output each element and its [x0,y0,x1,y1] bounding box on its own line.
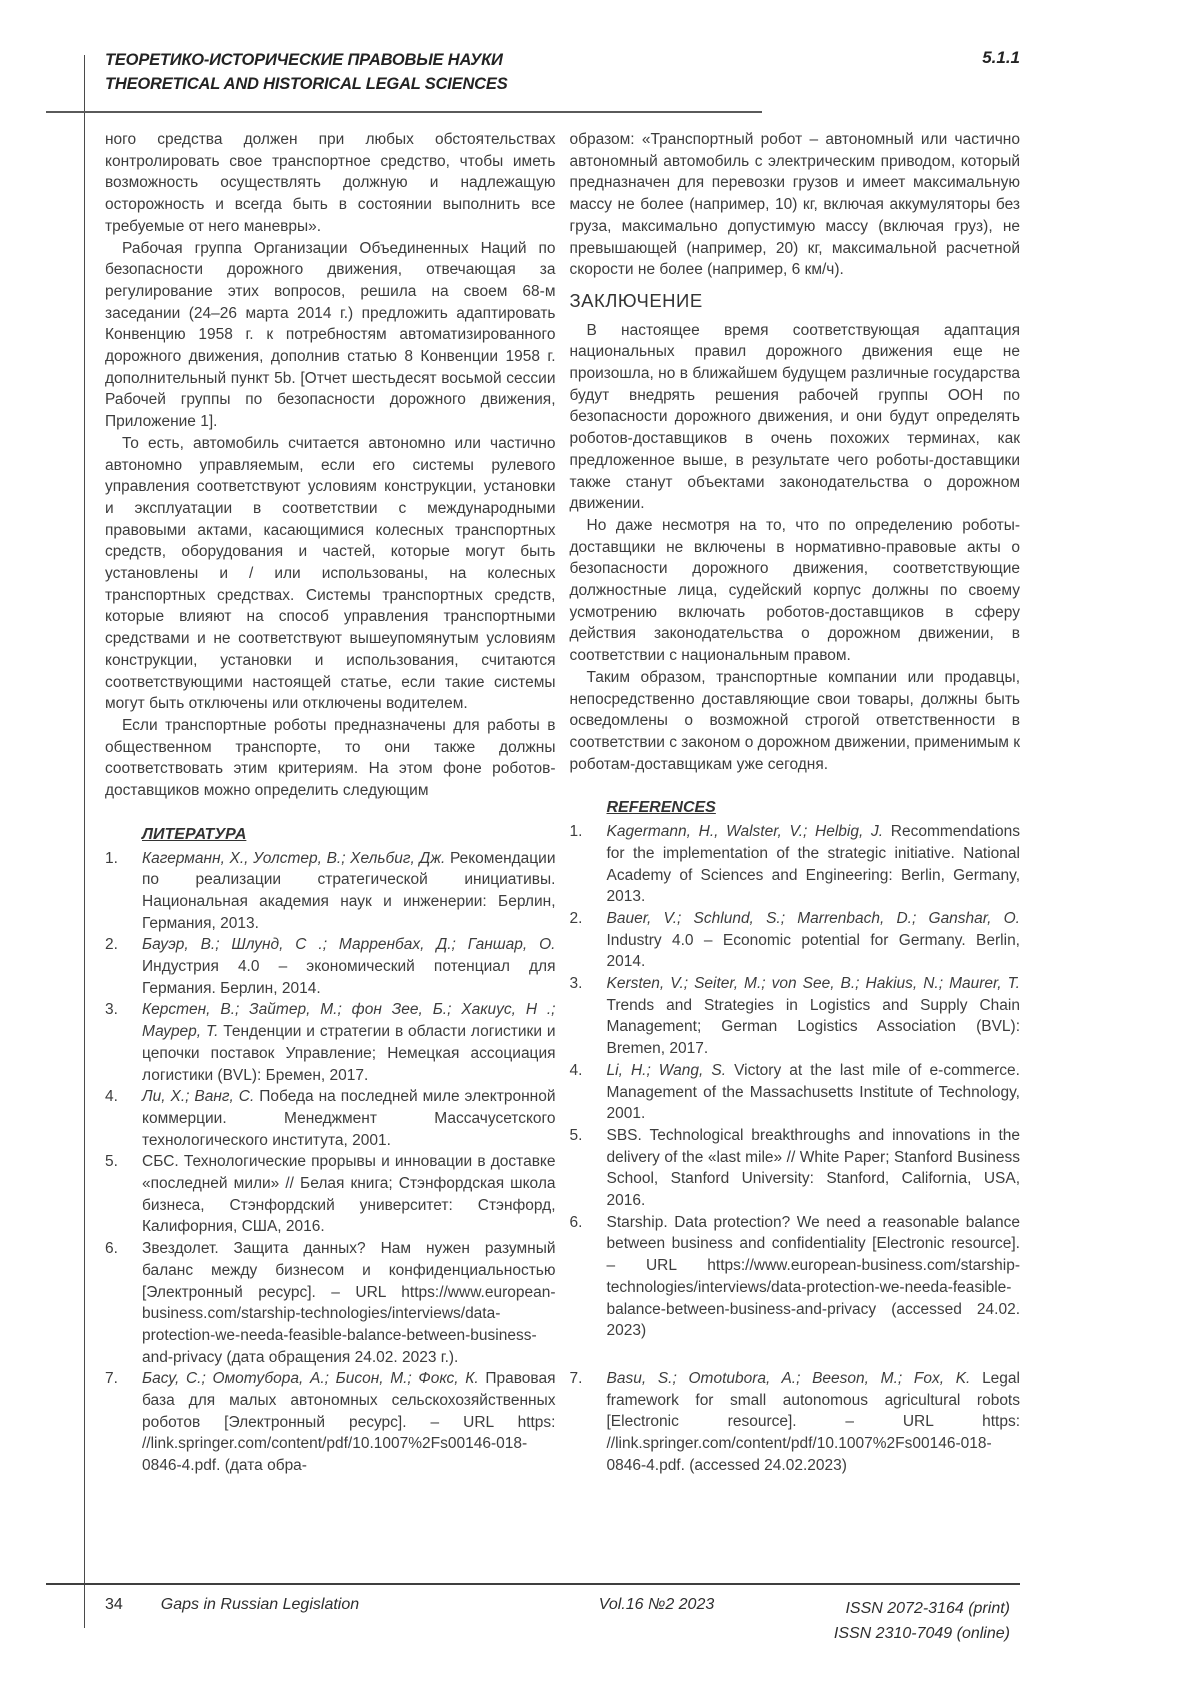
item-number: 2. [569,909,583,927]
item-text [142,848,556,935]
item-body: Starship. Data protection? We need a reasonable balance between business and confidentiality [Electronic resource]. – URL https://www.european-business.com/starship-technologies/interviews/data-protection-we-needa-feasible-balance-between-business-and-privacy (accessed 24.02. 2023) [606,1213,1020,1340]
item-authors: Басу, С.; Омотубора, А.; Бисон, М.; Фокс, К. [142,1370,486,1388]
page-number: 34 [105,1596,123,1613]
item-text [607,1368,1021,1477]
item-number: 6. [569,1213,583,1231]
journal-title: Gaps in Russian Legislation [160,1596,360,1613]
left-column [105,129,556,1477]
item-body: Индустрия 4.0 – экономический потенциал для Германия. Берлин, 2014. [142,958,556,997]
item-text [607,908,1021,973]
literature-heading: ЛИТЕРАТУРА [142,825,247,843]
footer-divider-rule [46,1583,1020,1585]
body-paragraph: Если транспортные роботы предназначены для работы в общественном транспорте, то они также должны соответствовать этим критериям. На этом фоне роботов-доставщиков можно определить следующим [105,716,556,800]
item-body: Trends and Strategies in Logistics and Supply Chain Management; German Logistics Association (BVL): Bremen, 2017. [606,996,1020,1058]
item-authors: Li, H.; Wang, S. [606,1061,735,1079]
item-text [607,1060,1021,1125]
item-body: SBS. Technological breakthroughs and innovations in the delivery of the «last mile» // White Paper; Stanford Business School, Stanford University: Stanford, California, USA, 2016. [606,1126,1020,1210]
page-footer [105,1596,1010,1646]
item-text [142,934,556,999]
literature-item [105,1238,556,1368]
item-text [142,1086,556,1151]
literature-item [105,1086,556,1151]
reference-item [570,821,1021,908]
reference-item [570,1368,1021,1477]
literature-list [105,848,556,1477]
item-text [142,1238,556,1368]
item-number: 1. [569,823,583,841]
reference-item [570,1125,1021,1212]
item-authors: Kersten, V.; Seiter, M.; von See, B.; Hakius, N.; Maurer, T. [606,975,1020,993]
item-body: Legal framework for small autonomous agricultural robots [Electronic resource]. – URL https: //link.springer.com/content/pdf/10.1007%2Fs00146-018-0846-4.pdf. (accessed 24.02.2023) [606,1369,1020,1474]
item-number: 5. [105,1153,118,1171]
item-number: 4. [105,1088,118,1106]
body-paragraph: То есть, автомобиль считается автономно или частично автономно управляемым, если его системы рулевого управления соответствуют условиям конструкции, установки и эксплуатации в соответствии с международными правовыми актами, касающимися колесных транспортных средств, оборудования и частей, которые могут быть установлены и / или использованы, на колесных транспортных средствах. Системы транспортных средств, которые влияют на способ управления транспортными средствами и не соответствуют вышеупомянутым условиям конструкции, установки и использования, считаются соответствующими настоящей статье, если такие системы могут быть отключены или отключены водителем. [105,434,556,713]
volume-issue: Vol.16 №2 2023 [598,1596,715,1613]
item-body: СБС. Технологические прорывы и инновации в доставке «последней мили» // Белая книга; Стэнфордская школа бизнеса, Стэнфордский университет: Стэнфорд, Калифорния, США, 2016. [142,1153,556,1236]
section-title-ru: ТЕОРЕТИКО-ИСТОРИЧЕСКИЕ ПРАВОВЫЕ НАУКИ [105,51,503,69]
body-paragraph: образом: «Транспортный робот – автономный или частично автономный автомобиль с электрическим приводом, который предназначен для перевозки грузов и имеет максимальную массу не более (например, 10) кг, включая аккумуляторы без груза, максимально допустимую массу (включая груз), не превышающей (например, 20) кг, максимальной расчетной скорости не более (например, 6 км/ч). [569,131,1020,279]
item-authors: Ли, Х.; Ванг, С. [142,1088,260,1106]
article-body [105,129,1020,1477]
literature-item [105,1151,556,1238]
body-paragraph: Рабочая группа Организации Объединенных Наций по безопасности дорожного движения, отвечающая за регулирование этих вопросов, решила на своем 68-м заседании (24–26 марта 2014 г.) предложить адаптировать Конвенцию 1958 г. к потребностям автоматизированного дорожного движения, дополнив статью 8 Конвенции 1958 г. дополнительный пункт 5b. [Отчет шестьдесят восьмой сессии Рабочей группы по безопасности дорожного движения, Приложение 1]. [105,239,556,431]
item-number: 7. [105,1370,118,1388]
item-authors: Бауэр, В.; Шлунд, С .; Марренбах, Д.; Ганшар, О. [142,936,556,954]
reference-item [570,1212,1021,1342]
issn-block [834,1596,1010,1646]
item-body: Recommendations for the implementation of the strategic initiative. National Academy of Sciences and Engineering: Berlin, Germany, 2013. [606,823,1020,906]
literature-item [105,999,556,1086]
right-column [570,129,1021,1477]
item-number: 4. [569,1061,583,1079]
item-text [142,999,556,1086]
item-body: Победа на последней миле электронной коммерции. Менеджмент Массачусетского технологического института, 2001. [142,1088,556,1149]
body-paragraph: ного средства должен при любых обстоятельствах контролировать свое транспортное средство, чтобы иметь возможность осуществлять должную и надлежащую осторожность и всегда быть в состоянии выполнить все требуемые от него маневры». [105,131,556,235]
item-text [607,973,1021,1060]
item-number: 7. [569,1369,583,1387]
item-number: 2. [105,936,118,954]
item-text [607,821,1021,908]
reference-item [570,973,1021,1060]
item-number: 1. [105,849,118,867]
left-margin-rule [84,55,85,1628]
item-body: Звездолет. Защита данных? Нам нужен разумный баланс между бизнесом и конфиденциальностью [Электронный ресурс]. – URL https://www.european-business.com/starship-technologies/interviews/data-protection-we-needa-feasible-balance-between-business-and-privacy (дата обращения 24.02. 2023 г.). [142,1240,556,1366]
reference-item [570,908,1021,973]
section-titles [105,48,508,96]
item-number: 5. [569,1126,583,1144]
header-divider-rule [46,111,762,113]
item-text [607,1212,1021,1342]
item-number: 3. [105,1001,118,1019]
references-list [570,821,1021,1476]
body-paragraph: В настоящее время соответствующая адаптация национальных правил дорожного движения еще не произошла, но в ближайшем будущем различные государства будут внедрять решения рабочей группы ООН по безопасности дорожного движения, и они будут определять роботов-доставщиков в очень похожих терминах, как предложенное выше, в результате чего роботы-доставщики также станут объектами законодательства о дорожном движении. [569,321,1020,513]
item-authors: Керстен, В.; Зайтер, М.; фон Зее, Б.; Хакиус, Н .; Маурер, Т. [142,1001,556,1041]
item-text [142,1368,556,1477]
item-text [607,1125,1021,1212]
issn-online: ISSN 2310-7049 (online) [833,1625,1010,1642]
item-authors: Bauer, V.; Schlund, S.; Marrenbach, D.; Ganshar, O. [606,909,1020,927]
item-authors: Kagermann, H., Walster, V.; Helbig, J. [606,823,891,841]
item-number: 3. [569,975,583,993]
classification-code: 5.1.1 [982,48,1020,67]
item-body: Victory at the last mile of e-commerce. Management of the Massachusetts Institute of Technology, 2001. [606,1061,1020,1123]
item-body: Рекомендации по реализации стратегической инициативы. Национальная академия наук и инженерии: Берлин, Германия, 2013. [142,849,556,932]
body-paragraph: Таким образом, транспортные компании или продавцы, непосредственно доставляющие свои товары, должны быть осведомлены о возможной строгой ответственности в соответствии с законом о дорожном движении, применимым к роботам-доставщикам уже сегодня. [569,668,1021,773]
references-heading: REFERENCES [606,799,716,817]
conclusion-heading: ЗАКЛЮЧЕНИЕ [569,289,703,311]
issn-print: ISSN 2072-3164 (print) [845,1600,1010,1617]
section-title-en: THEORETICAL AND HISTORICAL LEGAL SCIENCES [105,75,508,93]
literature-item [105,848,556,935]
page-header [105,48,1020,96]
item-body: Тенденции и стратегии в области логистики и цепочки поставок Управление; Немецкая ассоциация логистики (BVL): Бремен, 2017. [142,1023,556,1084]
literature-item [105,1368,556,1477]
literature-item [105,934,556,999]
body-paragraph: Но даже несмотря на то, что по определению роботы-доставщики не включены в нормативно-правовые акты о безопасности дорожного движения, соответствующие должностные лица, судейский корпус должны по своему усмотрению включать роботов-доставщиков в сферу действия законодательства о дорожном движении, в соответствии с национальным правом. [569,516,1020,665]
item-body: Правовая база для малых автономных сельскохозяйственных роботов [Электронный ресурс]. – URL https: //link.springer.com/content/pdf/10.1007%2Fs00146-018-0846-4.pdf. (дата обра- [142,1370,556,1475]
reference-item [570,1060,1021,1125]
item-body: Industry 4.0 – Economic potential for Germany. Berlin, 2014. [606,931,1020,971]
item-number: 6. [105,1240,118,1258]
item-text [142,1151,556,1238]
item-authors: Basu, S.; Omotubora, A.; Beeson, M.; Fox, K. [606,1369,983,1387]
footer-left [105,1596,359,1614]
item-authors: Кагерманн, Х., Уолстер, В.; Хельбиг, Дж. [142,849,450,867]
